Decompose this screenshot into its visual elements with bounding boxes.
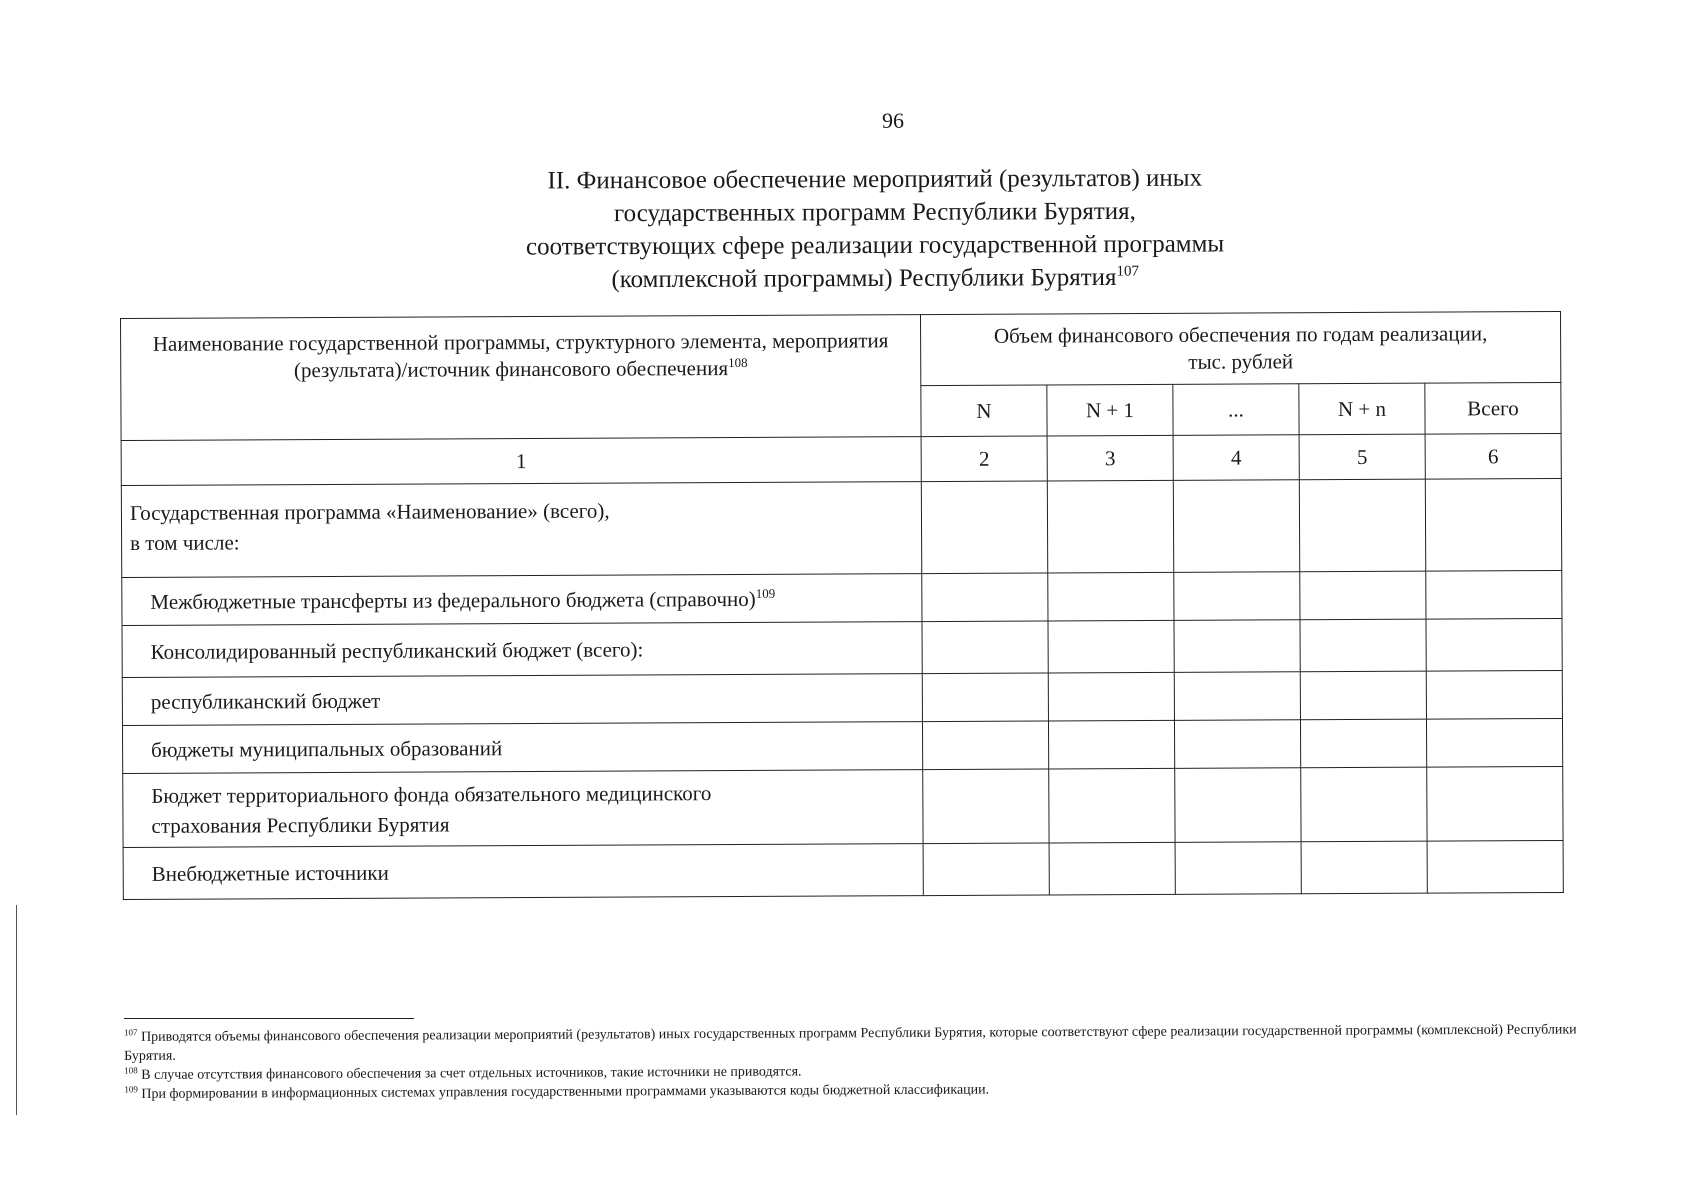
- footnote-text: В случае отсутствия финансового обеспечения за счет отдельных источников, такие источники не приводятся.: [141, 1064, 802, 1083]
- value-cell: [1427, 840, 1563, 893]
- table-row: [122, 670, 1562, 725]
- finance-table-wrapper: [120, 311, 1563, 900]
- row-label: Межбюджетные трансферты из федерального бюджета (справочно)$^{109}$: [122, 574, 922, 626]
- header-row: [121, 311, 1561, 389]
- column-number: 6: [1425, 433, 1561, 479]
- footnote-ref: 108: [728, 354, 748, 371]
- section-title: [300, 160, 1451, 297]
- column-number-row: [121, 433, 1561, 485]
- column-number: 5: [1299, 434, 1425, 480]
- row-label: Консолидированный республиканский бюджет (всего):: [122, 622, 922, 678]
- table-row: [122, 570, 1562, 625]
- title-line: государственных программ Республики Бурятия,: [613, 197, 1136, 228]
- year-column-header: N: [921, 385, 1047, 437]
- value-cell: [1426, 570, 1562, 619]
- footnote-number: 109: [124, 1084, 138, 1095]
- header-volume-line: тыс. рублей: [1188, 349, 1294, 374]
- value-cell: [1425, 478, 1561, 571]
- value-cell: [921, 481, 1047, 574]
- value-cell: [1300, 571, 1426, 620]
- value-cell: [1047, 480, 1173, 573]
- year-column-header: N + n: [1299, 383, 1425, 435]
- title-line: II. Финансовое обеспечение мероприятий (результатов) иных: [547, 164, 1203, 195]
- row-label: Внебюджетные источники: [123, 844, 923, 900]
- row-label: республиканский бюджет: [122, 674, 922, 726]
- title-line: соответствующих сфере реализации государственной программы: [525, 230, 1225, 261]
- year-column-header: ...: [1173, 384, 1299, 436]
- footnote-separator: [124, 1018, 414, 1019]
- value-cell: [1174, 672, 1300, 721]
- value-cell: [1300, 719, 1426, 768]
- footnotes: [124, 1020, 1604, 1104]
- value-cell: [1426, 670, 1562, 719]
- year-column-header: Всего: [1425, 382, 1561, 434]
- column-number: 2: [921, 436, 1047, 482]
- value-cell: [1299, 479, 1425, 572]
- row-label: Бюджет территориального фонда обязательного медицинского страхования Республики Бурятия: [123, 770, 923, 848]
- value-cell: [922, 673, 1048, 722]
- value-cell: [922, 721, 1048, 770]
- value-cell: [1426, 718, 1562, 767]
- value-cell: [1048, 720, 1174, 769]
- value-cell: [923, 843, 1049, 896]
- value-cell: [1300, 619, 1426, 672]
- scan-margin-line: [16, 905, 17, 1115]
- table-row: [122, 718, 1562, 773]
- value-cell: [1426, 618, 1562, 671]
- value-cell: [1301, 767, 1427, 842]
- table-row: [121, 478, 1561, 577]
- footnote-text: При формировании в информационных системах управления государственными программами указываются коды бюджетной классификации.: [141, 1082, 990, 1102]
- header-name-cell: [121, 315, 922, 441]
- footnote-text: Приводятся объемы финансового обеспечения реализации мероприятий (результатов) иных государственных программ Республики Бурятия, которые соответствуют сфере реализации государственной программы (комплексной) Республики Бурятия.: [124, 1022, 1577, 1064]
- value-cell: [923, 769, 1049, 844]
- value-cell: [922, 621, 1048, 674]
- finance-table: [120, 311, 1564, 900]
- value-cell: [1049, 768, 1175, 843]
- header-volume-line: Объем финансового обеспечения по годам реализации,: [993, 321, 1488, 348]
- value-cell: [922, 573, 1048, 622]
- value-cell: [1174, 572, 1300, 621]
- header-name-text: Наименование государственной программы, структурного элемента, мероприятия (результата)/источник финансового обеспечения: [152, 328, 889, 383]
- value-cell: [1427, 766, 1563, 841]
- value-cell: [1048, 620, 1174, 673]
- footnote-number: 108: [124, 1065, 138, 1076]
- value-cell: [1174, 720, 1300, 769]
- value-cell: [1175, 842, 1301, 895]
- column-number: 4: [1173, 435, 1299, 481]
- row-label: бюджеты муниципальных образований: [122, 722, 922, 774]
- footnote-ref: 109: [755, 585, 776, 601]
- value-cell: [1301, 841, 1427, 894]
- value-cell: [1049, 842, 1175, 895]
- value-cell: [1048, 572, 1174, 621]
- value-cell: [1300, 671, 1426, 720]
- value-cell: [1174, 620, 1300, 673]
- table-row: [123, 840, 1563, 899]
- footnote-number: 107: [123, 1027, 138, 1038]
- page-number: 96: [882, 108, 904, 133]
- value-cell: [1175, 768, 1301, 843]
- footnote-ref: 107: [1116, 263, 1140, 280]
- table-row: [123, 766, 1563, 847]
- title-line: (комплексной программы) Республики Бурятия$^{107}$: [611, 263, 1140, 294]
- column-number: 1: [121, 437, 921, 486]
- table-row: [122, 618, 1562, 677]
- row-label: Государственная программа «Наименование» (всего), в том числе:: [121, 482, 921, 578]
- value-cell: [1048, 672, 1174, 721]
- header-volume-cell: [920, 311, 1560, 385]
- year-column-header: N + 1: [1047, 384, 1173, 436]
- value-cell: [1173, 480, 1299, 573]
- column-number: 3: [1047, 435, 1173, 481]
